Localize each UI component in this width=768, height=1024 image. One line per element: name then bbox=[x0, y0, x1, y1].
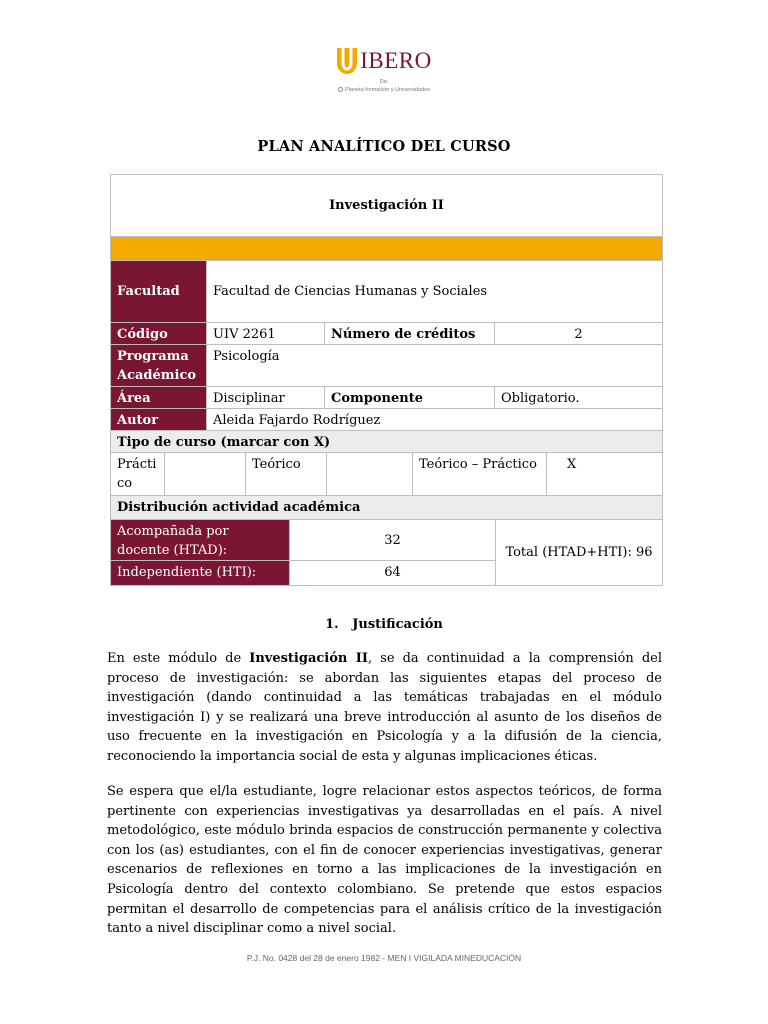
area-label: Área bbox=[111, 387, 207, 408]
codigo-label: Código bbox=[111, 323, 207, 344]
logo-tagline-2: Planeta formación y Universidades bbox=[0, 86, 768, 94]
facultad-value: Facultad de Ciencias Humanas y Sociales bbox=[213, 284, 488, 299]
tipo-curso-label: Tipo de curso (marcar con X) bbox=[117, 435, 331, 450]
facultad-label: Facultad bbox=[111, 261, 207, 322]
footer-note: P.J. No. 0428 del 28 de enero 1982 - MEN I VIGILADA MINEDUCACIÓN bbox=[246, 953, 522, 963]
logo-tagline-1: De: bbox=[379, 79, 389, 85]
creditos-label: Número de créditos bbox=[325, 323, 495, 344]
creditos-value: 2 bbox=[574, 327, 583, 342]
programa-label: Programa Académico bbox=[111, 345, 207, 386]
teorico-label: Teórico bbox=[246, 453, 327, 495]
programa-value: Psicología bbox=[213, 349, 280, 364]
page-title: PLAN ANALÍTICO DEL CURSO bbox=[257, 138, 511, 155]
acompanada-label: Acompañada por docente (HTAD): bbox=[111, 520, 290, 561]
logo-wordmark: IBERO bbox=[360, 48, 432, 73]
acompanada-value: 32 bbox=[290, 520, 496, 561]
codigo-value: UIV 2261 bbox=[207, 323, 325, 344]
paragraph-1: En este módulo de Investigación II, se da continuidad a la comprensión del proceso de investigación: se abordan las siguientes etapas del proceso de investigación (dando continuidad a las temáticas trabajadas en el módulo investigación I) y se realizará una breve introducción al asunto de los diseños de uso frecuente en la investigación en Psicología y a la difusión de la ciencia, reconociendo la importancia social de esta y algunas implicaciones éticas. bbox=[107, 651, 662, 764]
ibero-logo bbox=[0, 46, 768, 102]
area-row bbox=[111, 387, 662, 409]
independiente-value: 64 bbox=[290, 561, 496, 585]
course-name-row bbox=[111, 175, 662, 237]
codigo-row bbox=[111, 323, 662, 345]
course-info-table bbox=[110, 174, 663, 586]
section-title: Justificación bbox=[352, 617, 443, 632]
section-number: 1. bbox=[325, 617, 339, 632]
practico-mark bbox=[165, 453, 246, 495]
ibero-shield-icon bbox=[336, 46, 358, 76]
course-name: Investigación II bbox=[329, 198, 444, 213]
practico-label: Prácti co bbox=[111, 453, 165, 495]
accent-band bbox=[111, 237, 662, 261]
teorico-practico-mark: X bbox=[567, 457, 577, 472]
teorico-mark bbox=[327, 453, 413, 495]
programa-row bbox=[111, 345, 662, 387]
tipo-curso-row bbox=[111, 431, 662, 453]
distribucion-label: Distribución actividad académica bbox=[117, 500, 361, 515]
distribucion-row bbox=[111, 496, 662, 520]
independiente-label: Independiente (HTI): bbox=[111, 561, 290, 585]
paragraph-1-bold: Investigación II bbox=[249, 651, 368, 666]
tipo-options-row bbox=[111, 453, 662, 496]
section-heading bbox=[0, 617, 768, 632]
autor-value: Aleida Fajardo Rodríguez bbox=[213, 413, 381, 428]
teorico-practico-label: Teórico – Práctico bbox=[413, 453, 547, 495]
area-value: Disciplinar bbox=[207, 387, 325, 408]
autor-label: Autor bbox=[111, 409, 207, 430]
componente-value: Obligatorio. bbox=[501, 391, 580, 406]
globe-icon bbox=[338, 87, 343, 92]
paragraph-2: Se espera que el/la estudiante, logre relacionar estos aspectos teóricos, de forma pertinente con experiencias investigativas ya desarrolladas en el país. A nivel metodológico, este módulo brinda espacios de construcción permanente y colectiva con los (as) estudiantes, con el fin de conocer experiencias investigativas, generar escenarios de reflexiones en torno a las implicaciones de la investigación en Psicología dentro del contexto colombiano. Se pretende que estos espacios permitan el desarrollo de competencias para el análisis crítico de la investigación tanto a nivel disciplinar como a nivel social. bbox=[107, 784, 662, 937]
facultad-row bbox=[111, 261, 662, 323]
componente-label: Componente bbox=[325, 387, 495, 408]
autor-row bbox=[111, 409, 662, 431]
total-horas: Total (HTAD+HTI): 96 bbox=[505, 545, 653, 560]
